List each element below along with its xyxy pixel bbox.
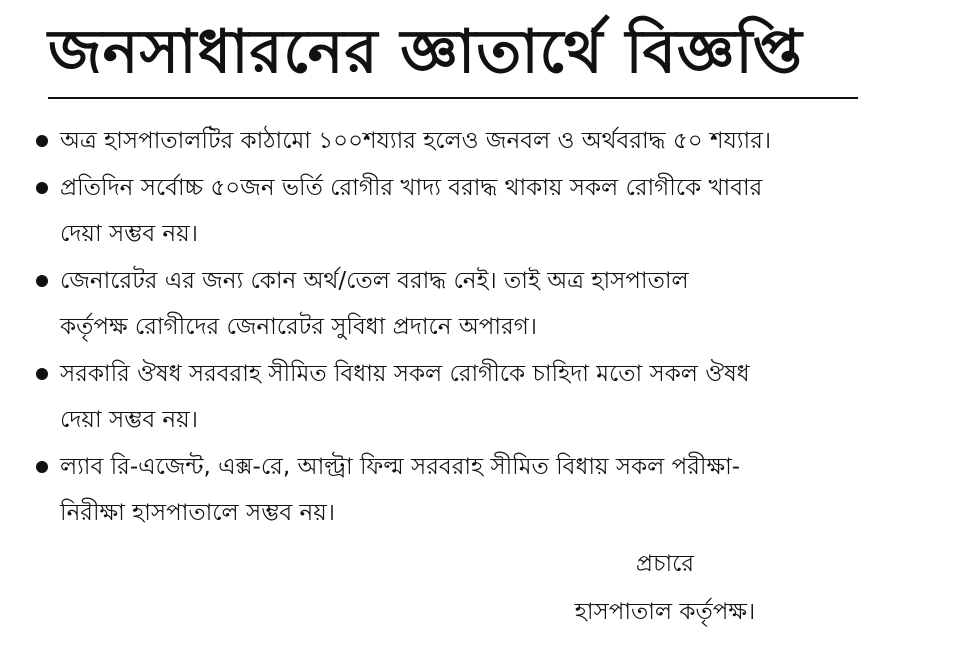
signature-block xyxy=(500,540,830,636)
notice-item-text: কর্তৃপক্ষ রোগীদের জেনারেটর সুবিধা প্রদানে অপারগ। xyxy=(60,314,537,340)
notice-item-text: সরকারি ঔষধ সরবরাহ সীমিত বিধায় সকল রোগীকে চাহিদা মতো সকল ঔষধ xyxy=(60,361,750,387)
notice-item-text: নিরীক্ষা হাসপাতালে সম্ভব নয়। xyxy=(60,500,335,526)
notice-item-text: প্রতিদিন সর্বোচ্চ ৫০জন ভর্তি রোগীর খাদ্য বরাদ্ধ থাকায় সকল রোগীকে খাবার xyxy=(60,175,763,201)
title-underline xyxy=(48,97,858,99)
notice-item-text: ল্যাব রি-এজেন্ট, এক্স-রে, আল্ট্রা ফিল্ম সরবরাহ সীমিত বিধায় সকল পরীক্ষা- xyxy=(60,454,741,480)
notice-item-4 xyxy=(34,351,939,443)
signature-line-2: হাসপাতাল কর্তৃপক্ষ। xyxy=(574,599,756,625)
bullet-icon xyxy=(36,182,48,194)
notice-title: জনসাধারনের জ্ঞাতার্থে বিজ্ঞপ্তি xyxy=(48,17,803,87)
bullet-icon xyxy=(36,461,48,473)
notice-item-5 xyxy=(34,444,939,536)
notice-item-text: দেয়া সম্ভব নয়। xyxy=(60,407,198,433)
notice-item-1 xyxy=(34,118,939,164)
notice-item-text: জেনারেটর এর জন্য কোন অর্থ/তেল বরাদ্ধ নেই। তাই অত্র হাসপাতাল xyxy=(60,268,689,294)
notice-item-3 xyxy=(34,258,939,350)
bullet-icon xyxy=(36,368,48,380)
bullet-icon xyxy=(36,135,48,147)
notice-list xyxy=(34,118,939,537)
signature-line-1: প্রচারে xyxy=(635,551,695,577)
notice-item-text: অত্র হাসপাতালটির কাঠামো ১০০শয্যার হলেও জনবল ও অর্থবরাদ্ধ ৫০ শয্যার। xyxy=(60,128,772,154)
bullet-icon xyxy=(36,275,48,287)
notice-item-text: দেয়া সম্ভব নয়। xyxy=(60,221,198,247)
notice-item-2 xyxy=(34,165,939,257)
